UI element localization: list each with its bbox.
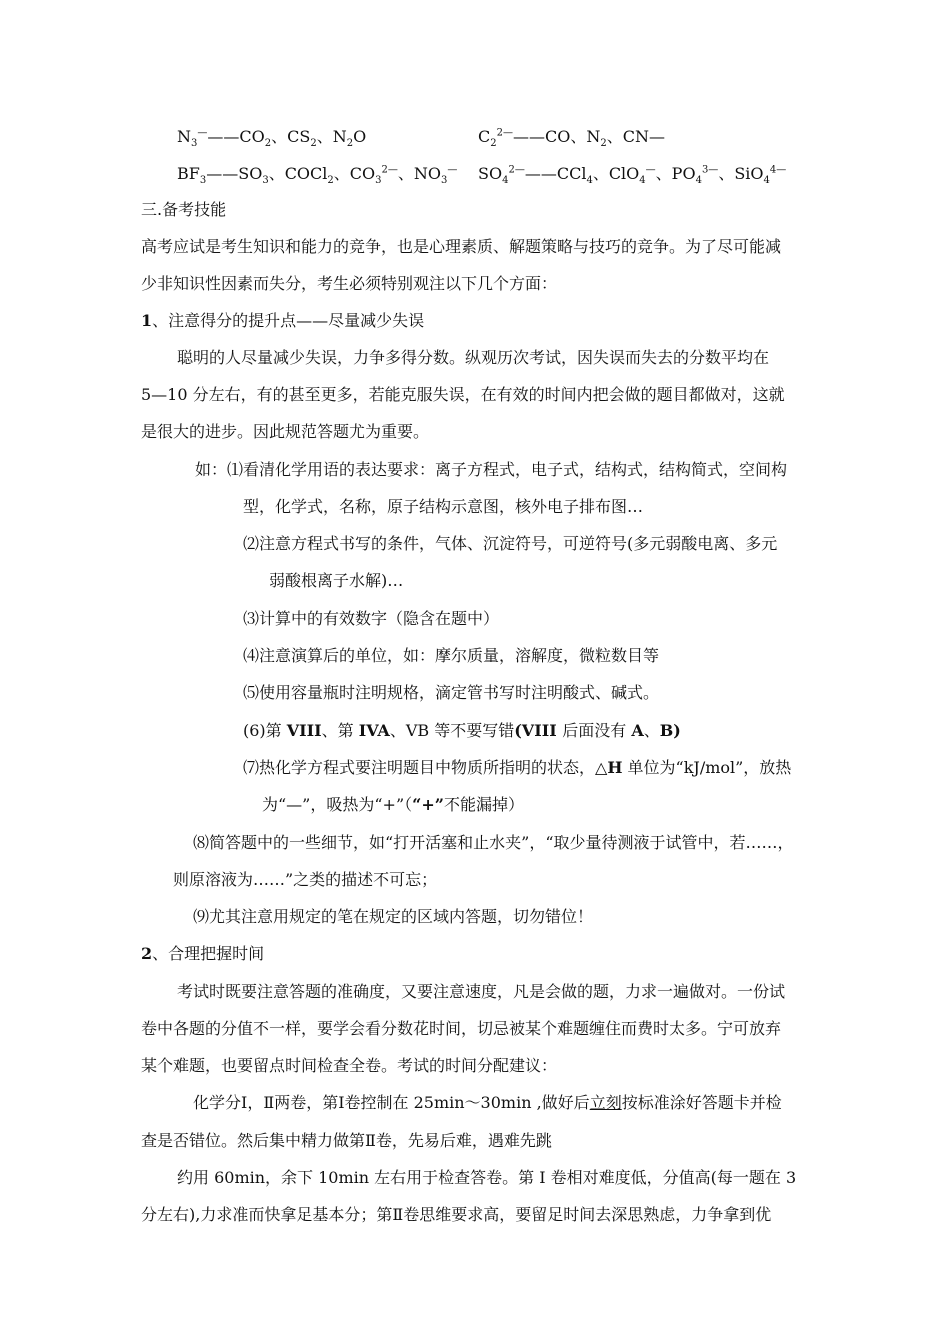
formula-sup: 2— — [381, 164, 398, 176]
formula-text: 、CS — [271, 127, 311, 146]
point-1-title — [141, 311, 424, 331]
item-text: 为“—”，吸热为“+”（ — [262, 795, 413, 814]
formula-sup: — — [645, 164, 656, 176]
item-text-bold: B) — [659, 721, 681, 740]
paragraph-line: 少非知识性因素而失分，考生必须特别观注以下几个方面： — [141, 274, 558, 293]
item-text-bold: (VIII — [514, 721, 563, 740]
formula-sub: 4 — [763, 175, 770, 187]
item-text: 、ⅤB — [389, 721, 435, 740]
point-number: 2 — [141, 944, 153, 963]
formula-sub: 2 — [327, 175, 334, 187]
section-heading: 三.备考技能 — [141, 200, 227, 219]
formula-row-2-right — [478, 164, 787, 187]
point-title: 、合理把握时间 — [152, 944, 265, 963]
item-text: 不能漏掉） — [443, 795, 524, 814]
list-item-2-cont: 弱酸根离子水解)… — [269, 571, 404, 590]
paragraph-line: 查是否错位。然后集中精力做第Ⅱ卷，先易后难，遇难先跳 — [141, 1131, 552, 1150]
formula-text: 、NO — [397, 164, 442, 183]
formula-sub: 4 — [695, 175, 702, 187]
item-text: ⑺热化学方程式要注明题目中物质所指明的状态，△ — [243, 758, 608, 777]
formula-sub: 4 — [502, 175, 509, 187]
item-text-bold: H — [607, 758, 623, 777]
formula-text: 、N — [316, 127, 347, 146]
item-text: 等不要写错 — [434, 721, 515, 740]
formula-row-2-left — [177, 164, 458, 187]
list-item-2: ⑵注意方程式书写的条件，气体、沉淀符号，可逆符号(多元弱酸电离、多元 — [243, 534, 778, 553]
list-item-7-cont — [262, 795, 524, 815]
formula-sub: 4 — [586, 175, 593, 187]
formula-sub: 4 — [639, 175, 646, 187]
list-item-7 — [243, 758, 791, 778]
list-item-8-cont: 则原溶液为……”之类的描述不可忘； — [173, 870, 438, 889]
formula-sub: 2 — [490, 138, 497, 150]
formula-text: ——SO — [206, 164, 263, 183]
formula-sub: 2 — [600, 138, 607, 150]
formula-sub: 2 — [264, 138, 272, 150]
formula-text: 、ClO — [592, 164, 640, 183]
item-text-bold: VIII — [286, 721, 322, 740]
formula-text: N — [177, 127, 191, 146]
paragraph-text: 按标准涂好答题卡并检 — [621, 1093, 782, 1112]
list-item-6 — [243, 721, 681, 741]
point-number: 1 — [141, 311, 153, 330]
paragraph-line — [193, 1093, 782, 1113]
formula-text: O — [353, 127, 367, 146]
paragraph-line: 聪明的人尽量减少失误，力争多得分数。纵观历次考试，因失误而失去的分数平均在 — [177, 348, 770, 367]
formula-text: 、SiO — [718, 164, 764, 183]
paragraph-line: 高考应试是考生知识和能力的竞争，也是心理素质、解题策略与技巧的竞争。为了尽可能减 — [141, 237, 782, 256]
underlined-text: 立刻 — [589, 1093, 622, 1112]
formula-sup: 2— — [508, 164, 525, 176]
paragraph-line: 某个难题，也要留点时间检查全卷。考试的时间分配建议： — [141, 1056, 558, 1075]
item-text: 、第 — [321, 721, 359, 740]
list-item-4: ⑷注意演算后的单位，如：摩尔质量，溶解度，微粒数目等 — [243, 646, 660, 665]
formula-text: SO — [478, 164, 503, 183]
item-text: 后面没有 — [562, 721, 632, 740]
paragraph-line: 是很大的进步。因此规范答题尤为重要。 — [141, 422, 430, 441]
formula-sup: 2— — [496, 127, 513, 139]
formula-sub: 3 — [441, 175, 448, 187]
list-item-9: ⑼尤其注意用规定的笔在规定的区域内答题，切勿错位！ — [193, 907, 594, 926]
formula-text: 、COCl — [268, 164, 328, 183]
formula-sub: 3 — [191, 138, 198, 150]
formula-text: ——CCl — [524, 164, 587, 183]
paragraph-line: 约用 60min，余下 10min 左右用于检查答卷。第 I 卷相对难度低，分值高(每一题在 3 — [177, 1168, 797, 1187]
list-item-1: 如：⑴看清化学用语的表达要求：离子方程式，电子式，结构式，结构简式，空间构 — [195, 460, 788, 479]
formula-sup: — — [447, 164, 458, 176]
item-text-bold: IVA — [358, 721, 390, 740]
formula-text: C — [478, 127, 491, 146]
list-item-5: ⑸使用容量瓶时注明规格，滴定管书写时注明酸式、碱式。 — [243, 683, 660, 702]
formula-text: 、CO — [333, 164, 376, 183]
item-text-bold: A — [631, 721, 644, 740]
formula-sup: 4— — [769, 164, 787, 176]
formula-sub: 3 — [375, 175, 382, 187]
item-text: (6)第 — [243, 721, 287, 740]
formula-sub: 2 — [346, 138, 354, 150]
paragraph-line: 5—10 分左右，有的甚至更多，若能克服失误，在有效的时间内把会做的题目都做对，这就 — [141, 385, 785, 404]
item-text: 单位为“kJ/mol”，放热 — [622, 758, 792, 777]
item-text: 、 — [643, 721, 660, 740]
formula-row-1-left — [177, 127, 367, 150]
paragraph-line: 分左右),力求准而快拿足基本分；第Ⅱ卷思维要求高，要留足时间去深思熟虑，力争拿到优 — [141, 1205, 772, 1224]
point-title: 、注意得分的提升点——尽量减少失误 — [152, 311, 425, 330]
list-item-3: ⑶计算中的有效数字（隐含在题中） — [243, 609, 500, 628]
formula-text: 、CN— — [606, 127, 665, 146]
formula-sup: 3— — [701, 164, 719, 176]
list-item-1-cont: 型，化学式，名称，原子结构示意图，核外电子排布图… — [243, 497, 644, 516]
formula-sup: — — [197, 127, 208, 139]
formula-row-1-right — [478, 127, 665, 150]
paragraph-text: 化学分Ⅰ，Ⅱ两卷，第Ⅰ卷控制在 25min～30min ,做好后 — [193, 1093, 590, 1112]
list-item-8: ⑻简答题中的一些细节，如“打开活塞和止水夹”，“取少量待测液于试管中，若……， — [193, 833, 794, 852]
formula-sub: 2 — [310, 138, 317, 150]
formula-text: BF — [177, 164, 200, 183]
item-text-bold: “+” — [412, 795, 444, 814]
formula-text: ——CO、N — [513, 127, 601, 146]
paragraph-line: 卷中各题的分值不一样，要学会看分数花时间，切忌被某个难题缠住而费时太多。宁可放弃 — [141, 1019, 782, 1038]
point-2-title — [141, 944, 264, 964]
formula-sub: 3 — [262, 175, 269, 187]
formula-text: ——CO — [207, 127, 265, 146]
formula-text: 、PO — [655, 164, 696, 183]
formula-sub: 3 — [199, 175, 207, 187]
paragraph-line: 考试时既要注意答题的准确度，又要注意速度，凡是会做的题，力求一遍做对。一份试 — [177, 982, 786, 1001]
